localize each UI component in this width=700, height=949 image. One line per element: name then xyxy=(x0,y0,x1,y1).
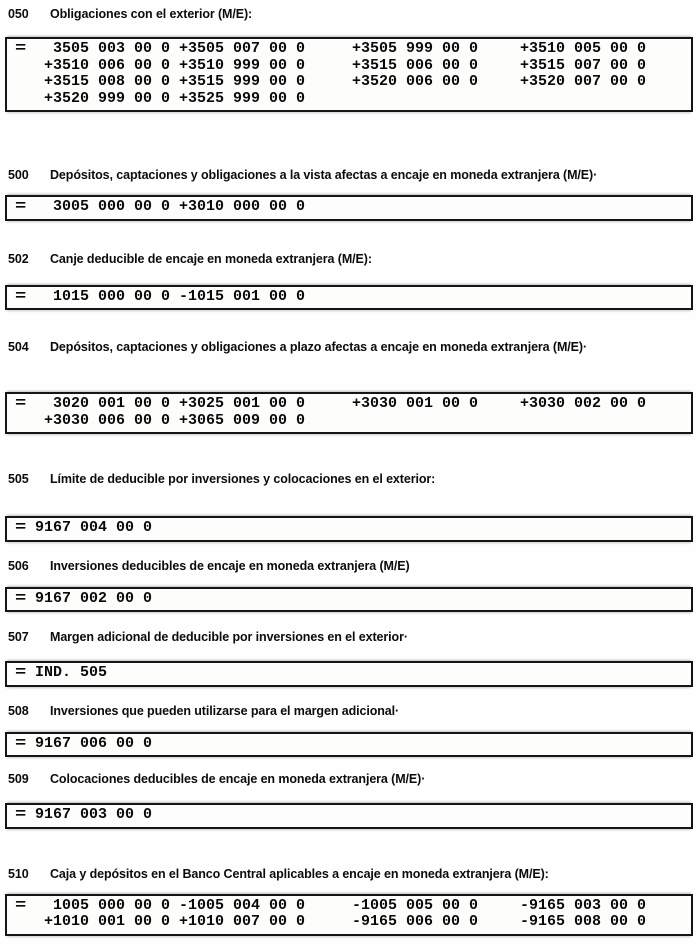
formula-box xyxy=(5,587,693,613)
section-heading xyxy=(0,704,700,719)
section-title: Depósitos, captaciones y obligaciones a plazo afectas a encaje en moneda extranjera (M/E)· xyxy=(50,340,588,354)
equals-sign: = xyxy=(15,589,27,607)
section-heading xyxy=(0,168,700,183)
section-heading xyxy=(0,472,700,487)
formula-term: +3515 008 00 0 xyxy=(44,73,171,90)
formula-term: +3025 001 00 0 xyxy=(179,395,306,412)
section-title: Límite de deducible por inversiones y colocaciones en el exterior: xyxy=(50,472,436,486)
section-number: 500 xyxy=(8,168,29,182)
formula-term: 9167 003 00 0 xyxy=(35,806,153,823)
formula-term: +3525 999 00 0 xyxy=(179,89,306,107)
formula-term: +3065 009 00 0 xyxy=(179,411,306,429)
formula-row xyxy=(7,74,691,91)
formula-term: +3510 005 00 0 xyxy=(520,40,647,57)
section-number: 502 xyxy=(8,251,29,266)
section-number: 508 xyxy=(8,703,29,718)
section-heading xyxy=(0,559,700,574)
formula-box xyxy=(5,732,693,758)
formula-row xyxy=(7,289,691,306)
section-number: 510 xyxy=(8,866,29,881)
formula-box xyxy=(5,661,693,687)
formula-row xyxy=(7,58,691,75)
section-title: Inversiones deducibles de encaje en moneda extranjera (M/E) xyxy=(50,558,410,573)
formula-box xyxy=(5,894,693,936)
formula-box xyxy=(5,37,693,112)
formula-term: +3010 000 00 0 xyxy=(179,198,306,215)
section-502 xyxy=(0,252,700,311)
section-title: Inversiones que pueden utilizarse para el margen adicional· xyxy=(50,703,400,718)
formula-term: -9165 003 00 0 xyxy=(520,896,647,914)
formula-box xyxy=(5,285,693,311)
section-050 xyxy=(0,7,700,112)
section-title: Colocaciones deducibles de encaje en moneda extranjera (M/E)· xyxy=(50,772,426,786)
formula-row xyxy=(7,665,691,682)
formula-row xyxy=(7,199,691,216)
equals-sign: = xyxy=(15,734,27,752)
equals-sign: = xyxy=(15,519,27,536)
section-heading xyxy=(0,772,700,787)
formula-row xyxy=(7,898,691,915)
section-title: Canje deducible de encaje en moneda extranjera (M/E): xyxy=(50,251,372,266)
section-number: 050 xyxy=(8,7,29,21)
formula-term: 3505 003 00 0 xyxy=(44,40,171,57)
formula-term: +3510 006 00 0 xyxy=(44,56,171,74)
section-number: 509 xyxy=(8,772,29,786)
formula-row xyxy=(7,413,691,430)
formula-term: -1015 001 00 0 xyxy=(179,287,306,305)
section-510 xyxy=(0,867,700,936)
section-heading xyxy=(0,340,700,355)
formula-box xyxy=(5,195,693,221)
formula-term: 1005 000 00 0 xyxy=(44,896,171,914)
formula-row xyxy=(7,807,691,824)
section-number: 505 xyxy=(8,472,29,486)
formula-term: -9165 008 00 0 xyxy=(520,913,647,930)
section-506 xyxy=(0,559,700,613)
formula-row xyxy=(7,396,691,413)
equals-sign: = xyxy=(15,806,27,823)
formula-term: +3030 002 00 0 xyxy=(520,395,647,412)
formula-term: +1010 007 00 0 xyxy=(179,913,306,930)
section-title: Depósitos, captaciones y obligaciones a la vista afectas a encaje en moneda extranjera (M/E)· xyxy=(50,168,598,182)
equals-sign: = xyxy=(15,40,27,57)
formula-term: +3505 007 00 0 xyxy=(179,40,306,57)
formula-row xyxy=(7,591,691,608)
equals-sign: = xyxy=(15,896,27,914)
section-509 xyxy=(0,772,700,829)
formula-term: -9165 006 00 0 xyxy=(352,913,479,930)
equals-sign: = xyxy=(15,287,27,305)
section-number: 507 xyxy=(8,630,29,644)
section-505 xyxy=(0,472,700,542)
formula-term: +3520 999 00 0 xyxy=(44,89,171,107)
section-title: Margen adicional de deducible por inversiones en el exterior· xyxy=(50,630,408,644)
formula-term: +3515 007 00 0 xyxy=(520,56,647,74)
formula-term: +3030 006 00 0 xyxy=(44,411,171,429)
formula-term: 9167 002 00 0 xyxy=(35,589,153,607)
section-508 xyxy=(0,704,700,758)
section-heading xyxy=(0,867,700,882)
formula-term: +3515 006 00 0 xyxy=(352,56,479,74)
formula-box xyxy=(5,516,693,542)
formula-row xyxy=(7,520,691,537)
formula-term: +3505 999 00 0 xyxy=(352,40,479,57)
formula-term: IND. 505 xyxy=(35,664,108,681)
formula-term: 3005 000 00 0 xyxy=(44,198,171,215)
section-number: 506 xyxy=(8,558,29,573)
section-number: 504 xyxy=(8,340,29,354)
equals-sign: = xyxy=(15,198,27,215)
section-heading xyxy=(0,630,700,645)
formula-box xyxy=(5,803,693,829)
formula-term: 1015 000 00 0 xyxy=(44,287,171,305)
formula-term: 9167 006 00 0 xyxy=(35,734,153,752)
formula-term: +3030 001 00 0 xyxy=(352,395,479,412)
formula-row xyxy=(7,41,691,58)
section-507 xyxy=(0,630,700,687)
formula-term: +3510 999 00 0 xyxy=(179,56,306,74)
section-heading xyxy=(0,252,700,267)
formula-term: +1010 001 00 0 xyxy=(44,913,171,930)
equals-sign: = xyxy=(15,395,27,412)
formula-box xyxy=(5,392,693,434)
formula-term: -1005 004 00 0 xyxy=(179,896,306,914)
formula-row xyxy=(7,91,691,108)
formula-term: +3520 007 00 0 xyxy=(520,73,647,90)
formula-term: 9167 004 00 0 xyxy=(35,519,153,536)
section-504 xyxy=(0,340,700,434)
formula-term: +3515 999 00 0 xyxy=(179,73,306,90)
equals-sign: = xyxy=(15,664,27,681)
formula-term: -1005 005 00 0 xyxy=(352,896,479,914)
formula-row xyxy=(7,736,691,753)
section-heading xyxy=(0,7,700,22)
section-title: Caja y depósitos en el Banco Central aplicables a encaje en moneda extranjera (M/E): xyxy=(50,866,549,881)
section-title: Obligaciones con el exterior (M/E): xyxy=(50,7,253,21)
formula-term: 3020 001 00 0 xyxy=(44,395,171,412)
formula-term: +3520 006 00 0 xyxy=(352,73,479,90)
section-500 xyxy=(0,168,700,221)
formula-row xyxy=(7,914,691,931)
